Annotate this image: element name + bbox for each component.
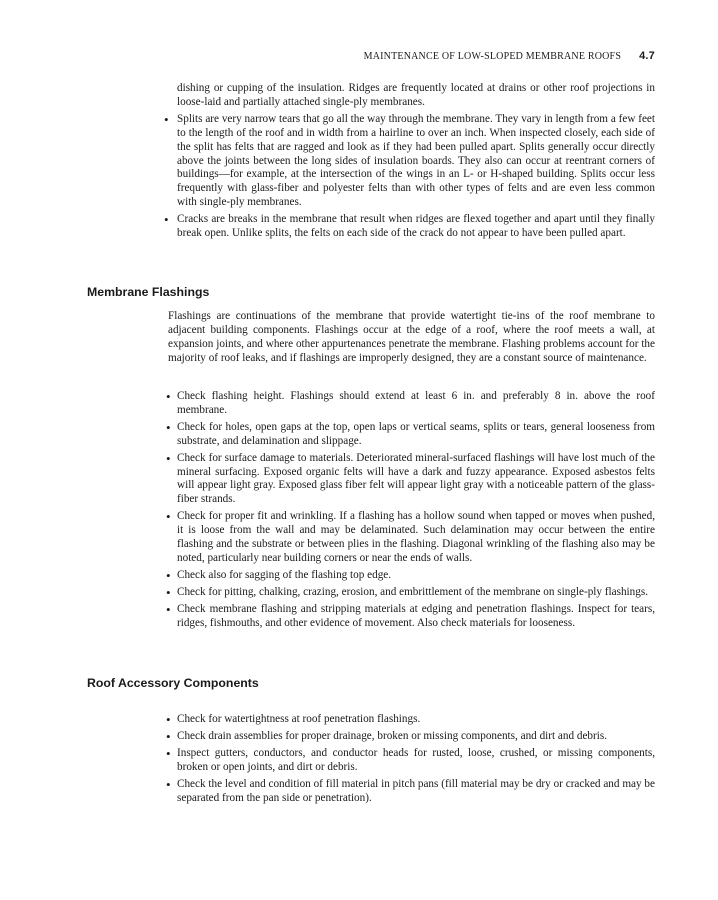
running-header: [0, 50, 655, 62]
bullet-item: • Check for watertightness at roof penetration flashings.: [168, 713, 655, 727]
bullet-item: • Check membrane flashing and stripping materials at edging and penetration flashings. Inspect for tears, ridges, fishmouths, and other evidence of movement. Also check materials for looseness.: [168, 603, 655, 631]
section-paragraph: Flashings are continuations of the membrane that provide watertight tie-ins of the roof membrane to adjacent building components. Flashings occur at the edge of a roof, where the roof meets a wall, at expansion joints, and where other appurtenances penetrate the membrane. Flashing problems account for the majority of roof leaks, and if flashings are improperly designed, they are a constant source of maintenance.: [168, 310, 655, 364]
intro-bullet-list: [166, 113, 655, 241]
bullet-item: • Check drain assemblies for proper drainage, broken or missing components, and dirt and debris.: [168, 730, 655, 744]
bullet-item: • Check flashing height. Flashings should extend at least 6 in. and preferably 8 in. above the roof membrane.: [168, 390, 655, 418]
flashing-bullet-list-container: [168, 390, 655, 634]
accessory-bullet-list-container: [168, 713, 655, 808]
bullet-item: • Check also for sagging of the flashing top edge.: [168, 569, 655, 583]
bullet-item: • Check for surface damage to materials. Deteriorated mineral-surfaced flashings will have lost much of the mineral surfacing. Exposed organic felts will have a dark and fuzzy appearance. Exposed asbestos felts will appear light gray. Exposed glass fiber felt will appear light gray with a noticeable pattern of the glass-fiber strands.: [168, 452, 655, 508]
bullet-item-splits: • Splits are very narrow tears that go all the way through the membrane. They vary in length from a few feet to the length of the roof and in width from a hairline to over an inch. When inspected closely, each side of the split has felts that are ragged and look as if they had been pulled apart. Splits generally occur directly above the joints between the long sides of insulation boards. They also can occur at reentrant corners of buildings—for example, at the intersection of the wings in an L- or H-shaped building. Splits occur less frequently with glass-fiber and polyester felts than with other types of felts and are even less common with single-ply membranes.: [166, 113, 655, 210]
bullet-item: • Inspect gutters, conductors, and conductor heads for rusted, loose, crushed, or missing components, broken or open joints, and dirt or debris.: [168, 747, 655, 775]
continued-list: [177, 82, 655, 244]
running-title: MAINTENANCE OF LOW-SLOPED MEMBRANE ROOFS: [363, 51, 622, 62]
flashing-bullet-list: [168, 390, 655, 631]
bullet-item-cracks: • Cracks are breaks in the membrane that result when ridges are flexed together and apart until they finally break open. Unlike splits, the felts on each side of the crack do not appear to have been pulled apart.: [166, 213, 655, 241]
bullet-item: • Check for proper fit and wrinkling. If a flashing has a hollow sound when tapped or moves when pushed, it is loose from the wall and may be delaminated. Such delamination may occur between the entire flashing and the substrate or between plies in the flashing. Diagonal wrinkling of the flashing also may be noted, particularly near building corners or near the ends of walls.: [168, 510, 655, 566]
page-number: 4.7: [639, 50, 655, 62]
section-heading-roof-accessory-components: Roof Accessory Components: [87, 676, 259, 690]
bullet-item: • Check for holes, open gaps at the top, open laps or vertical seams, splits or tears, general looseness from substrate, and delamination and slippage.: [168, 421, 655, 449]
bullet-item: • Check for pitting, chalking, crazing, erosion, and embrittlement of the membrane on single-ply flashings.: [168, 586, 655, 600]
section-heading-membrane-flashings: Membrane Flashings: [87, 285, 210, 299]
bullet-item: • Check the level and condition of fill material in pitch pans (fill material may be dry or cracked and may be separated from the pan side or penetration).: [168, 778, 655, 806]
continuation-text: dishing or cupping of the insulation. Ridges are frequently located at drains or other roof projections in loose-laid and partially attached single-ply membranes.: [177, 82, 655, 108]
accessory-bullet-list: [168, 713, 655, 805]
